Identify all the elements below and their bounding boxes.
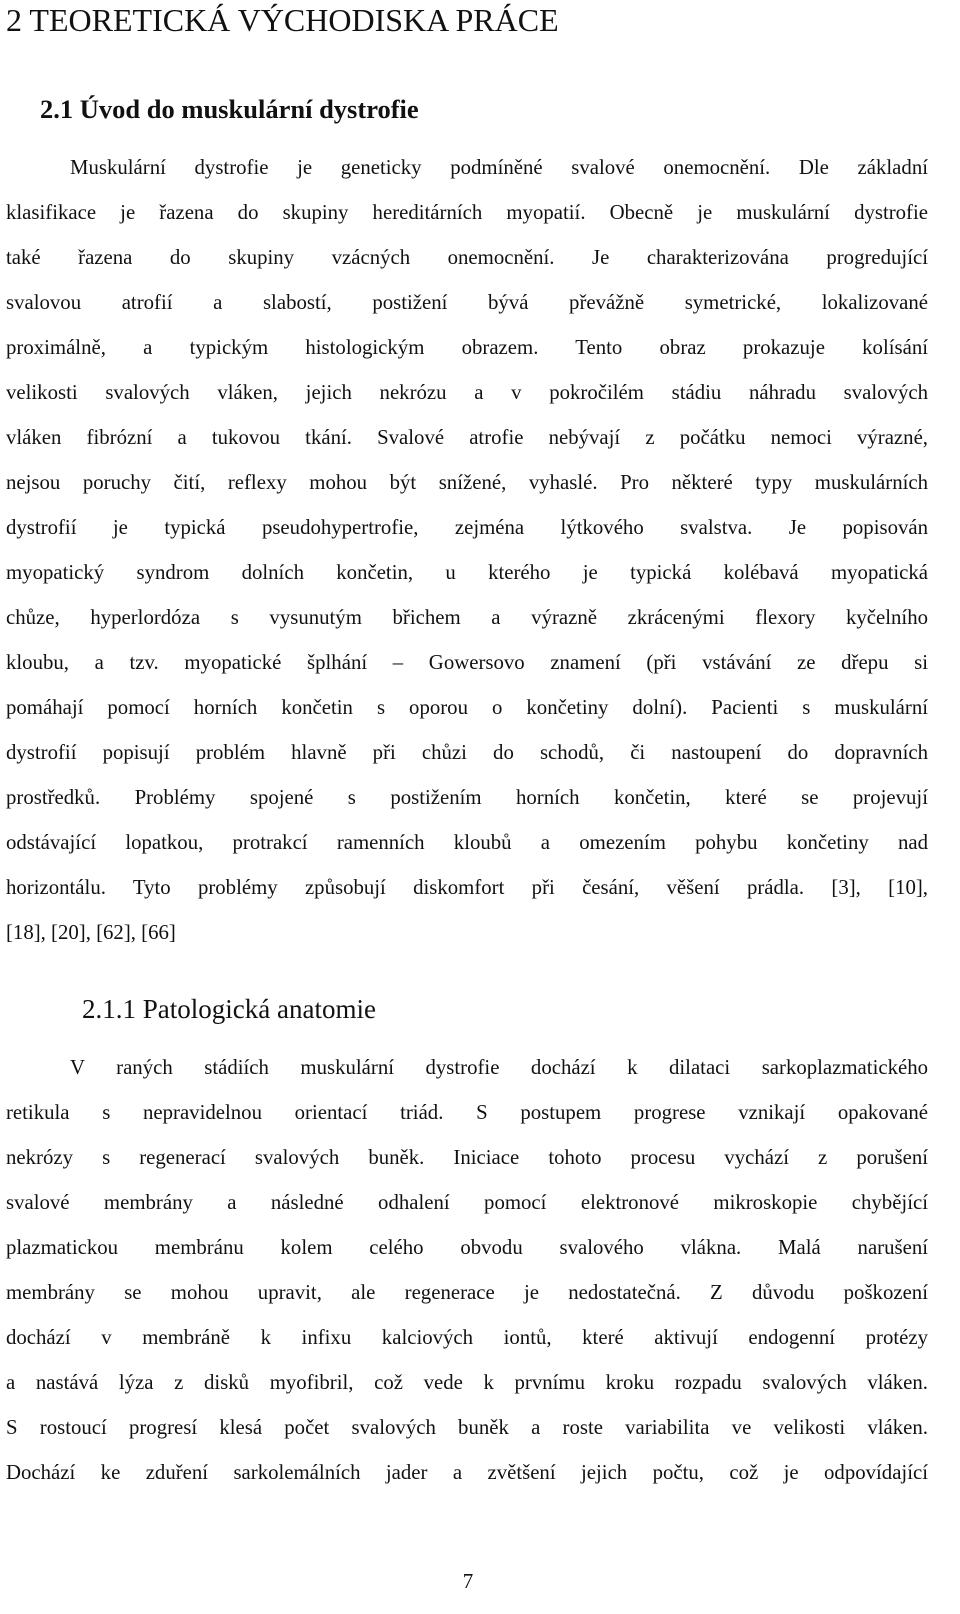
text-line: myopatický syndrom dolních končetin, u kterého je typická kolébavá myopatická bbox=[6, 561, 928, 584]
text-line: retikula s nepravidelnou orientací triád. S postupem progrese vznikají opakované bbox=[6, 1101, 928, 1124]
text-line: vláken fibrózní a tukovou tkání. Svalové atrofie nebývají z počátku nemoci výrazné, bbox=[6, 426, 928, 449]
text-line: proximálně, a typickým histologickým obrazem. Tento obraz prokazuje kolísání bbox=[6, 336, 928, 359]
text-line: dochází v membráně k infixu kalciových iontů, které aktivují endogenní protézy bbox=[6, 1326, 928, 1349]
text-line: svalovou atrofií a slabostí, postižení bývá převážně symetrické, lokalizované bbox=[6, 291, 928, 314]
page-number: 7 bbox=[462, 1569, 474, 1593]
subsection-heading: 2.1.1 Patologická anatomie bbox=[82, 994, 376, 1024]
text-line: kloubu, a tzv. myopatické šplhání – Gowersovo znamení (při vstávání ze dřepu si bbox=[6, 651, 928, 674]
text-line: V raných stádiích muskulární dystrofie dochází k dilataci sarkoplazmatického bbox=[70, 1056, 928, 1079]
text-line: klasifikace je řazena do skupiny hereditárních myopatií. Obecně je muskulární dystrofie bbox=[6, 201, 928, 224]
text-line: dystrofií popisují problém hlavně při chůzi do schodů, či nastoupení do dopravních bbox=[6, 741, 928, 764]
text-line: také řazena do skupiny vzácných onemocnění. Je charakterizována progredující bbox=[6, 246, 928, 269]
text-line: [18], [20], [62], [66] bbox=[6, 921, 176, 944]
text-line: nekrózy s regenerací svalových buněk. Iniciace tohoto procesu vychází z porušení bbox=[6, 1146, 928, 1169]
text-line: velikosti svalových vláken, jejich nekrózu a v pokročilém stádiu náhradu svalových bbox=[6, 381, 928, 404]
text-line: svalové membrány a následné odhalení pomocí elektronové mikroskopie chybějící bbox=[6, 1191, 928, 1214]
section-heading: 2.1 Úvod do muskulární dystrofie bbox=[40, 94, 419, 124]
text-line: horizontálu. Tyto problémy způsobují diskomfort při česání, věšení prádla. [3], [10], bbox=[6, 876, 928, 899]
text-line: a nastává lýza z disků myofibril, což vede k prvnímu kroku rozpadu svalových vláken. bbox=[6, 1371, 928, 1394]
text-line: Muskulární dystrofie je geneticky podmíněné svalové onemocnění. Dle základní bbox=[70, 156, 928, 179]
chapter-heading: 2 TEORETICKÁ VÝCHODISKA PRÁCE bbox=[6, 2, 559, 38]
text-line: nejsou poruchy čití, reflexy mohou být snížené, vyhaslé. Pro některé typy muskulárních bbox=[6, 471, 928, 494]
text-line: Dochází ke zduření sarkolemálních jader a zvětšení jejich počtu, což je odpovídající bbox=[6, 1461, 928, 1484]
text-line: pomáhají pomocí horních končetin s oporou o končetiny dolní). Pacienti s muskulární bbox=[6, 696, 928, 719]
text-line: plazmatickou membránu kolem celého obvodu svalového vlákna. Malá narušení bbox=[6, 1236, 928, 1259]
text-line: odstávající lopatkou, protrakcí ramenních kloubů a omezením pohybu končetiny nad bbox=[6, 831, 928, 854]
text-line: dystrofií je typická pseudohypertrofie, zejména lýtkového svalstva. Je popisován bbox=[6, 516, 928, 539]
text-line: membrány se mohou upravit, ale regenerace je nedostatečná. Z důvodu poškození bbox=[6, 1281, 928, 1304]
text-line: chůze, hyperlordóza s vysunutým břichem a výrazně zkrácenými flexory kyčelního bbox=[6, 606, 928, 629]
text-line: prostředků. Problémy spojené s postižením horních končetin, které se projevují bbox=[6, 786, 928, 809]
text-line: S rostoucí progresí klesá počet svalových buněk a roste variabilita ve velikosti vláken. bbox=[6, 1416, 928, 1439]
